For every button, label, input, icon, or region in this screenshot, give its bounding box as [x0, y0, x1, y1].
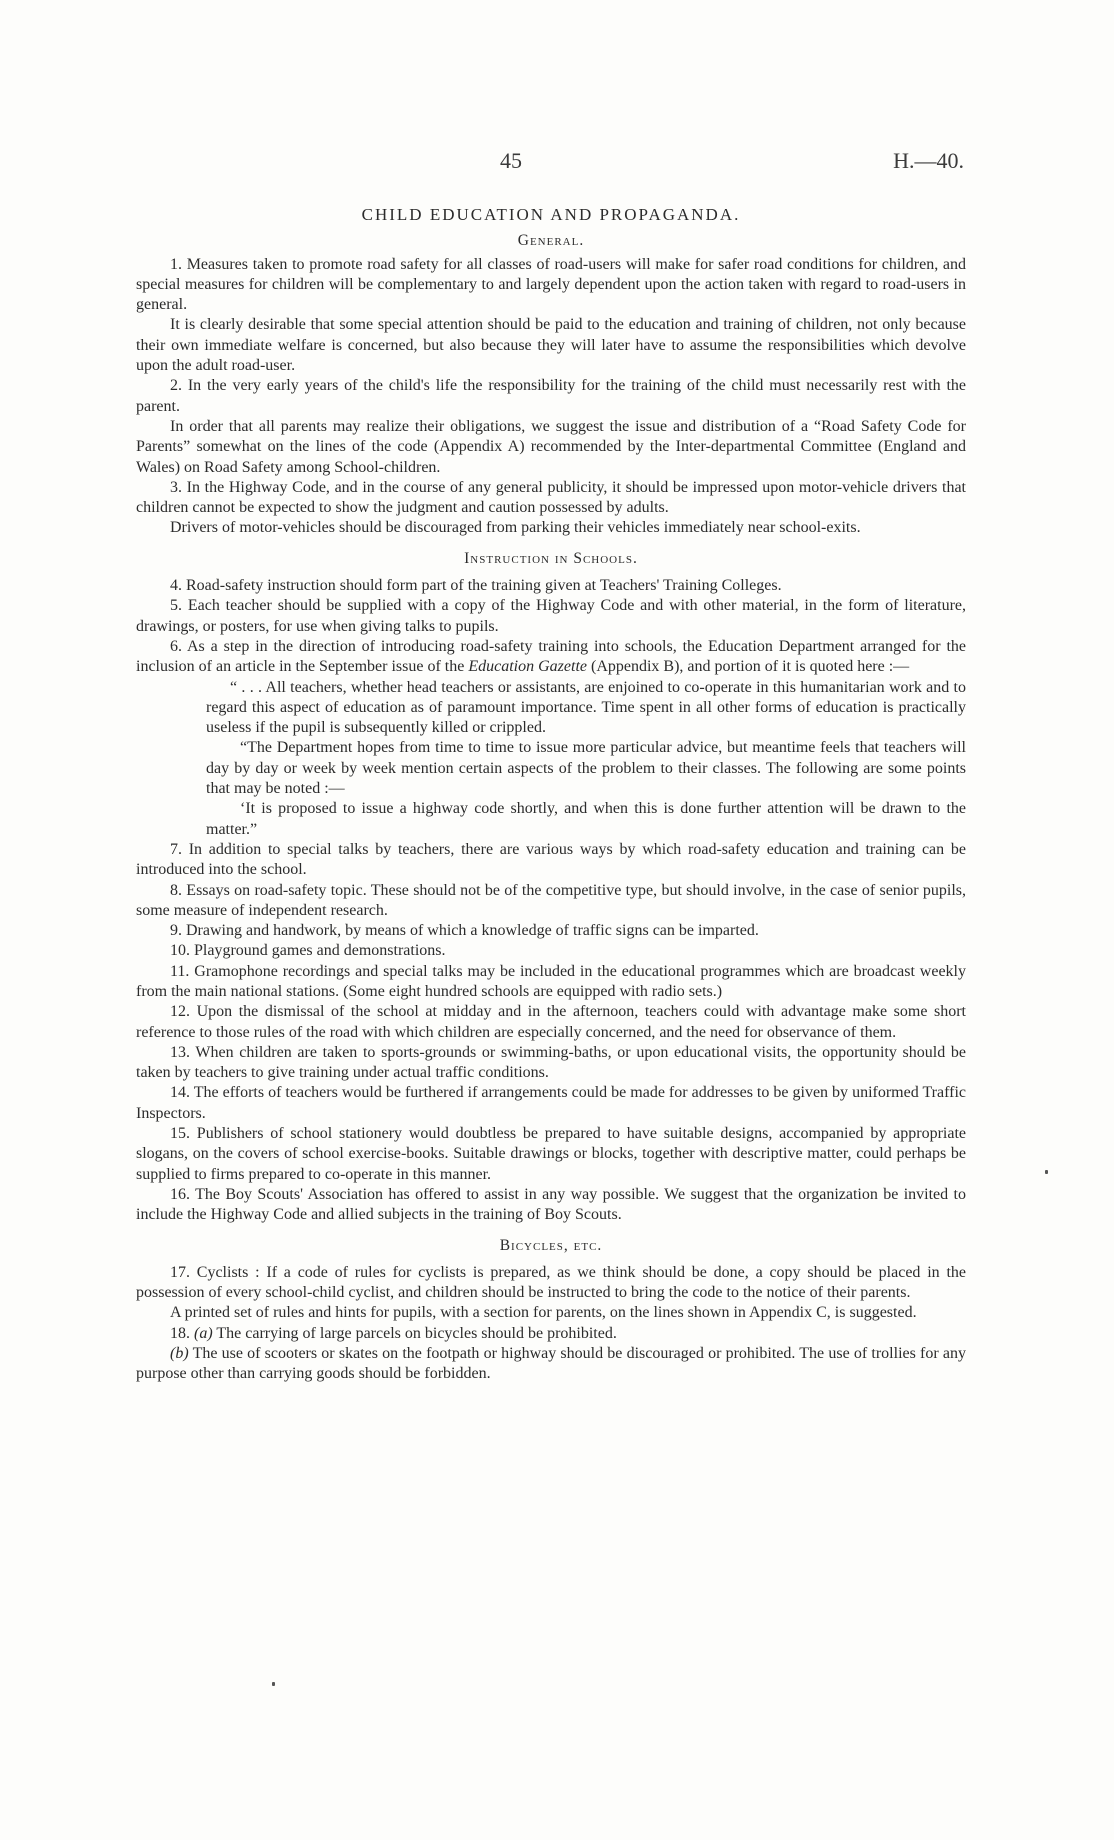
page-number: 45: [500, 148, 522, 173]
paragraph-17-continued: A printed set of rules and hints for pupils, with a section for parents, on the lines shown in Appendix C, is suggested.: [170, 1304, 917, 1322]
paragraph-1-continued: It is clearly desirable that some special attention should be paid to the education and training of children, not only because their own immediate welfare is concerned, but also because they will later have to assume the responsibilities which devolve upon the adult road-user.: [136, 316, 966, 375]
paragraph-6-text: 6. As a step in the direction of introducing road-safety training into schools, the Education Department arranged for the inclusion of an article in the September issue of the: [136, 637, 966, 676]
paragraph-8: 8. Essays on road-safety topic. These should not be of the competitive type, but should involve, in the case of senior pupils, some measure of independent research.: [136, 881, 966, 919]
scan-speck: [1045, 1170, 1048, 1174]
paragraph-4: 4. Road-safety instruction should form part of the training given at Teachers' Training Colleges.: [170, 577, 782, 595]
publication-title: Education Gazette: [468, 658, 587, 676]
page-header: [0, 148, 1114, 178]
paragraph-5: 5. Each teacher should be supplied with a copy of the Highway Code and with other material, in the form of literature, drawings, or posters, for use when giving talks to pupils.: [136, 597, 966, 635]
block-quote: [206, 678, 966, 840]
section-heading-instruction: Instruction in Schools.: [464, 549, 638, 567]
quote-paragraph-2: “The Department hopes from time to time to issue more particular advice, but meantime feels that teachers will day by day or week by week mention certain aspects of the problem to their classes. The following are some points that may be noted :—: [206, 739, 966, 798]
paragraph-18-number: 18.: [170, 1324, 194, 1342]
paragraph-3: 3. In the Highway Code, and in the course of any general publicity, it should be impressed upon motor-vehicle drivers that children cannot be expected to show the judgment and caution possessed by adults.: [136, 478, 966, 517]
paragraph-17: 17. Cyclists : If a code of rules for cyclists is prepared, as we think should be done, a copy should be placed in the possession of every school-child cyclist, and children should be instructed to bring the code to the notice of their parents.: [136, 1263, 966, 1302]
paragraph-9: 9. Drawing and handwork, by means of which a knowledge of traffic signs can be imparted.: [170, 922, 759, 940]
paragraph-13: 13. When children are taken to sports-grounds or swimming-baths, or upon educational visits, the opportunity should be taken by teachers to give training under actual traffic conditions.: [136, 1043, 966, 1082]
paragraph-12: 12. Upon the dismissal of the school at midday and in the afternoon, teachers could with advantage make some short reference to those rules of the road with which children are especially concerned, and the need for observance of them.: [136, 1003, 966, 1041]
paragraph-14: 14. The efforts of teachers would be furthered if arrangements could be made for addresses to be given by uniformed Traffic Inspectors.: [136, 1084, 966, 1122]
item-label-b: (b): [170, 1345, 189, 1363]
paragraph-6-text-end: (Appendix B), and portion of it is quoted here :—: [587, 658, 910, 676]
quote-paragraph-3: ‘It is proposed to issue a highway code shortly, and when this is done further attention will be drawn to the matter.”: [206, 800, 966, 838]
paragraph-18b-text: The use of scooters or skates on the footpath or highway should be discouraged or prohibited. The use of trollies for any purpose other than carrying goods should be forbidden.: [136, 1345, 966, 1383]
paragraph-3-continued: Drivers of motor-vehicles should be discouraged from parking their vehicles immediately near school-exits.: [170, 519, 861, 537]
paragraph-1: 1. Measures taken to promote road safety for all classes of road-users will make for safer road conditions for children, and special measures for children will be complementary to and largely dependent upon the action taken with regard to road-users in general.: [136, 255, 966, 314]
scan-speck: [272, 1682, 275, 1686]
paragraph-11: 11. Gramophone recordings and special talks may be included in the educational programmes which are broadcast weekly from the main national stations. (Some eight hundred schools are equipped with radio sets.): [136, 962, 966, 1000]
document-reference: H.—40.: [893, 148, 964, 173]
quote-paragraph-1: “ . . . All teachers, whether head teachers or assistants, are enjoined to co-operate in this humanitarian work and to regard this aspect of education as of paramount importance. Time spent in all other forms of education is practically useless if the pupil is subsequently killed or crippled.: [206, 678, 966, 737]
paragraph-16: 16. The Boy Scouts' Association has offered to assist in any way possible. We suggest that the organization be invited to include the Highway Code and allied subjects in the training of Boy Scouts.: [136, 1185, 966, 1224]
paragraph-18a: [136, 1324, 966, 1344]
paragraph-6: [136, 637, 966, 678]
paragraph-18a-text: The carrying of large parcels on bicycles should be prohibited.: [212, 1324, 617, 1342]
section-heading-bicycles: Bicycles, etc.: [499, 1236, 603, 1254]
paragraph-2: 2. In the very early years of the child's life the responsibility for the training of the child must necessarily rest with the parent.: [136, 377, 966, 415]
paragraph-15: 15. Publishers of school stationery would doubtless be prepared to have suitable designs, accompanied by appropriate slogans, on the covers of school exercise-books. Suitable drawings or blocks, together with descriptive matter, could perhaps be supplied to firms prepared to co-operate in this manner.: [136, 1125, 966, 1183]
paragraph-10: 10. Playground games and demonstrations.: [170, 942, 446, 960]
paragraph-18b: [136, 1344, 966, 1385]
paragraph-7: 7. In addition to special talks by teachers, there are various ways by which road-safety education and training can be introduced into the school.: [136, 840, 966, 879]
paragraph-2-continued: In order that all parents may realize their obligations, we suggest the issue and distribution of a “Road Safety Code for Parents” somewhat on the lines of the code (Appendix A) recommended by the Inter-departmental Committee (England and Wales) on Road Safety among School-children.: [136, 417, 966, 476]
document-body: [136, 205, 966, 1385]
section-heading-general: General.: [517, 232, 585, 250]
item-label-a: (a): [194, 1324, 213, 1342]
document-title: CHILD EDUCATION AND PROPAGANDA.: [361, 205, 741, 224]
